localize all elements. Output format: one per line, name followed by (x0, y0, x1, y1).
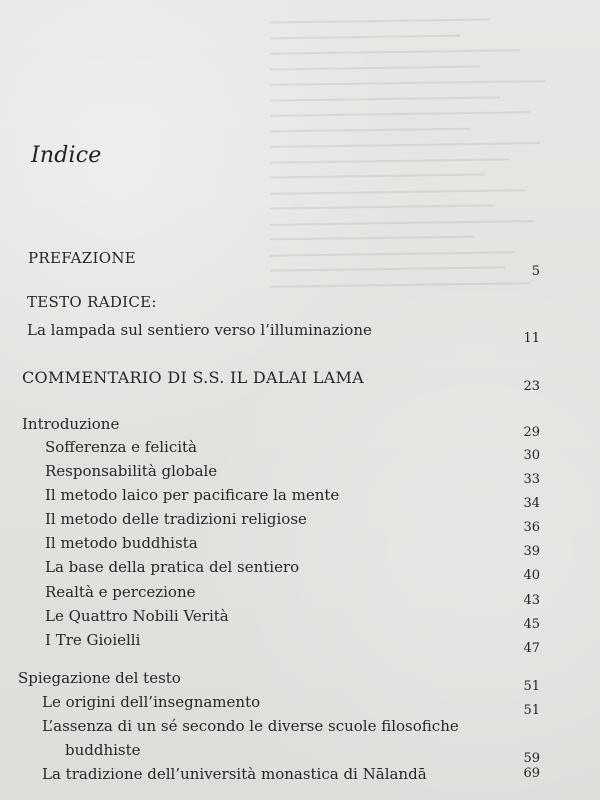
toc-entry-label: Le Quattro Nobili Verità (45, 607, 229, 625)
toc-entry-nalanda (0, 764, 600, 788)
toc-entry-page: 40 (523, 568, 540, 583)
toc-entry-commentario (0, 368, 600, 392)
toc-entry-label: PREFAZIONE (28, 249, 136, 267)
toc-entry-metodo-laico (0, 485, 600, 509)
toc-entry-label: Responsabilità globale (45, 462, 218, 480)
toc-entry-page: 69 (523, 766, 540, 781)
toc-entry-testo-radice (0, 292, 600, 316)
toc-entry-label: I Tre Gioielli (45, 631, 141, 649)
page-title: Indice (31, 143, 102, 168)
toc-entry-page: 34 (523, 496, 540, 511)
toc-entry-page: 47 (523, 641, 540, 656)
toc-entry-label: La tradizione dell’università monastica di Nālandā (42, 765, 427, 783)
toc-entry-page: 11 (523, 331, 540, 346)
toc-entry-label: TESTO RADICE: (27, 293, 157, 311)
toc-entry-label: Sofferenza e felicità (45, 438, 197, 456)
toc-entry-page: 43 (523, 593, 540, 608)
toc-entry-introduzione (0, 414, 600, 438)
toc-entry-page: 23 (523, 379, 540, 394)
toc-entry-label: La lampada sul sentiero verso l’illuminazione (27, 321, 372, 339)
toc-entry-sofferenza (0, 437, 600, 461)
toc-entry-page: 30 (523, 448, 540, 463)
toc-entry-page: 29 (523, 425, 540, 440)
toc-entry-page: 51 (523, 703, 540, 718)
toc-entry-assenza-se (0, 716, 600, 740)
toc-entry-page: 33 (523, 472, 540, 487)
toc-entry-label: Il metodo laico per pacificare la mente (45, 486, 340, 504)
toc-entry-realta (0, 582, 600, 606)
toc-entry-page: 45 (523, 617, 540, 632)
toc-entry-spiegazione (0, 668, 600, 692)
toc-entry-label: Il metodo buddhista (45, 534, 198, 552)
toc-entry-metodo-buddhista (0, 533, 600, 557)
toc-entry-buddhiste (0, 740, 600, 764)
toc-entry-responsabilita (0, 461, 600, 485)
toc-entry-label: La base della pratica del sentiero (45, 558, 300, 576)
toc-entry-label: Le origini dell’insegnamento (42, 693, 261, 711)
toc-entry-label: buddhiste (65, 741, 141, 759)
toc-entry-label: Realtà e percezione (45, 583, 196, 601)
toc-entry-page: 36 (523, 520, 540, 535)
toc-entry-origini (0, 692, 600, 716)
toc-entry-label: L’assenza di un sé secondo le diverse scuole filosofiche (42, 717, 459, 735)
toc-entry-verita (0, 606, 600, 630)
toc-entry-page: 59 (523, 751, 540, 766)
toc-entry-page: 51 (523, 679, 540, 694)
toc-entry-label: Il metodo delle tradizioni religiose (45, 510, 307, 528)
toc-entry-lampada (0, 320, 600, 344)
toc-entry-page: 5 (531, 264, 540, 279)
toc-entry-metodo-religiose (0, 509, 600, 533)
toc-entry-prefazione (0, 248, 600, 279)
toc-entry-base-pratica (0, 557, 600, 581)
toc-entry-gioielli (0, 630, 600, 654)
toc-entry-label: COMMENTARIO DI S.S. IL DALAI LAMA (22, 368, 365, 387)
toc-entry-page: 39 (523, 544, 540, 559)
toc-entry-label: Introduzione (22, 415, 120, 433)
toc-entry-label: Spiegazione del testo (18, 669, 181, 687)
